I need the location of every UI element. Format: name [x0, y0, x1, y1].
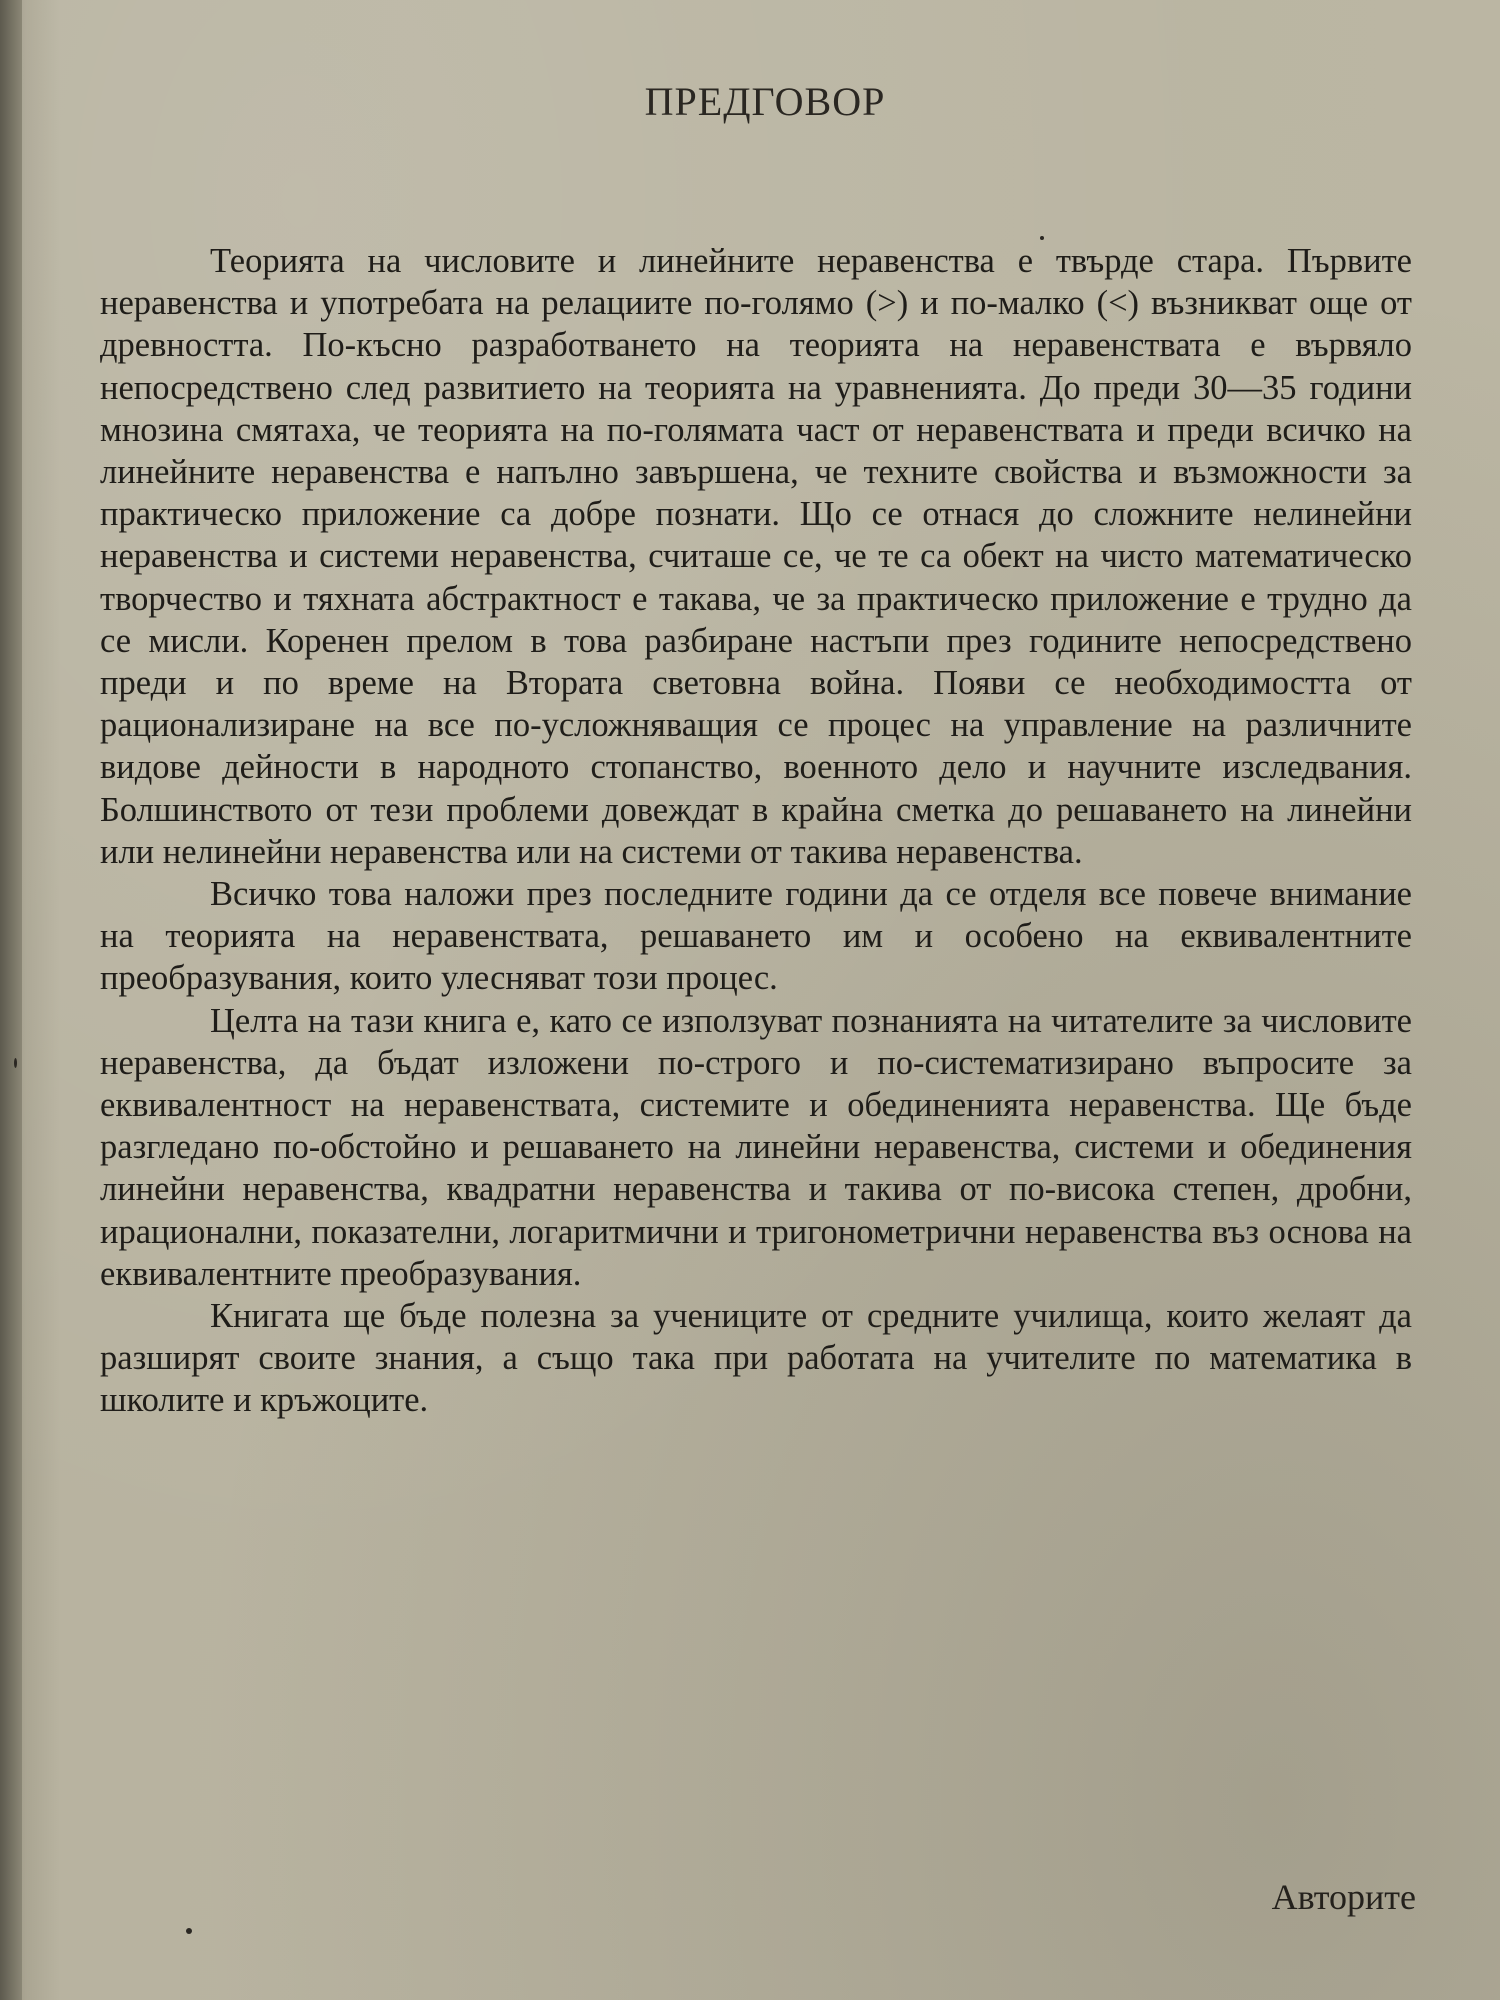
paragraph-4: Книгата ще бъде полезна за учениците от средните училища, които желаят да разширят своите знания, а също така при работата на учителите по математика в школите и кръжоците. [100, 1297, 1412, 1420]
page-title: ПРЕДГОВОР [644, 79, 886, 124]
paragraph-2: Всичко това наложи през последните години да се отделя все повече внимание на теорията на неравенствата, решаването им и особено на еквивалентните преобразувания, които улесняват този процес. [100, 875, 1412, 998]
print-speck [14, 1058, 17, 1068]
print-speck [186, 1928, 192, 1934]
paragraph-1: Теорията на числовите и линейните неравенства е твърде стара. Първите неравенства и употребата на релациите по-голямо (>) и по-малко (<) възникват още от древността. По-късно разработването на теорията на неравенствата е вървяло непосредствено след развитието на теорията на уравненията. До преди 30—35 години мнозина смятаха, че теорията на по-голямата част от неравенствата и преди всичко на линейните неравенства е напълно завършена, че техните свойства и възможности за практическо приложение са добре познати. Що се отнася до сложните нелинейни неравенства и системи неравенства, считаше се, че те са обект на чисто математическо творчество и тяхната абстрактност е такава, че за практическо приложение е трудно да се мисли. Коренен прелом в това разбиране настъпи през годините непосредствено преди и по време на Втората световна война. Появи се необходимостта от рационализиране на все по-усложняващия се процес на управление на различните видове дейности в народното стопанство, военното дело и научните изследвания. Болшинството от тези проблеми довеждат в крайна сметка до решаването на линейни или нелинейни неравенства или на системи от такива неравенства. [100, 242, 1412, 871]
signature-authors: Авторите [1271, 1877, 1416, 1917]
print-speck [1040, 236, 1044, 240]
preface-body [100, 240, 1412, 1422]
paragraph-3: Целта на тази книга е, като се използуват познанията на читателите за числовите неравенства, да бъдат изложени по-строго и по-систематизирано въпросите за еквивалентност на неравенствата, системите и обединенията неравенства. Ще бъде разгледано по-обстойно и решаването на линейни неравенства, системи и обединения линейни неравенства, квадратни неравенства и такива от по-висока степен, дробни, ирационални, показателни, логаритмични и тригонометрични неравенства въз основа на еквивалентните преобразувания. [100, 1001, 1412, 1293]
book-binding-shadow [0, 0, 22, 2000]
